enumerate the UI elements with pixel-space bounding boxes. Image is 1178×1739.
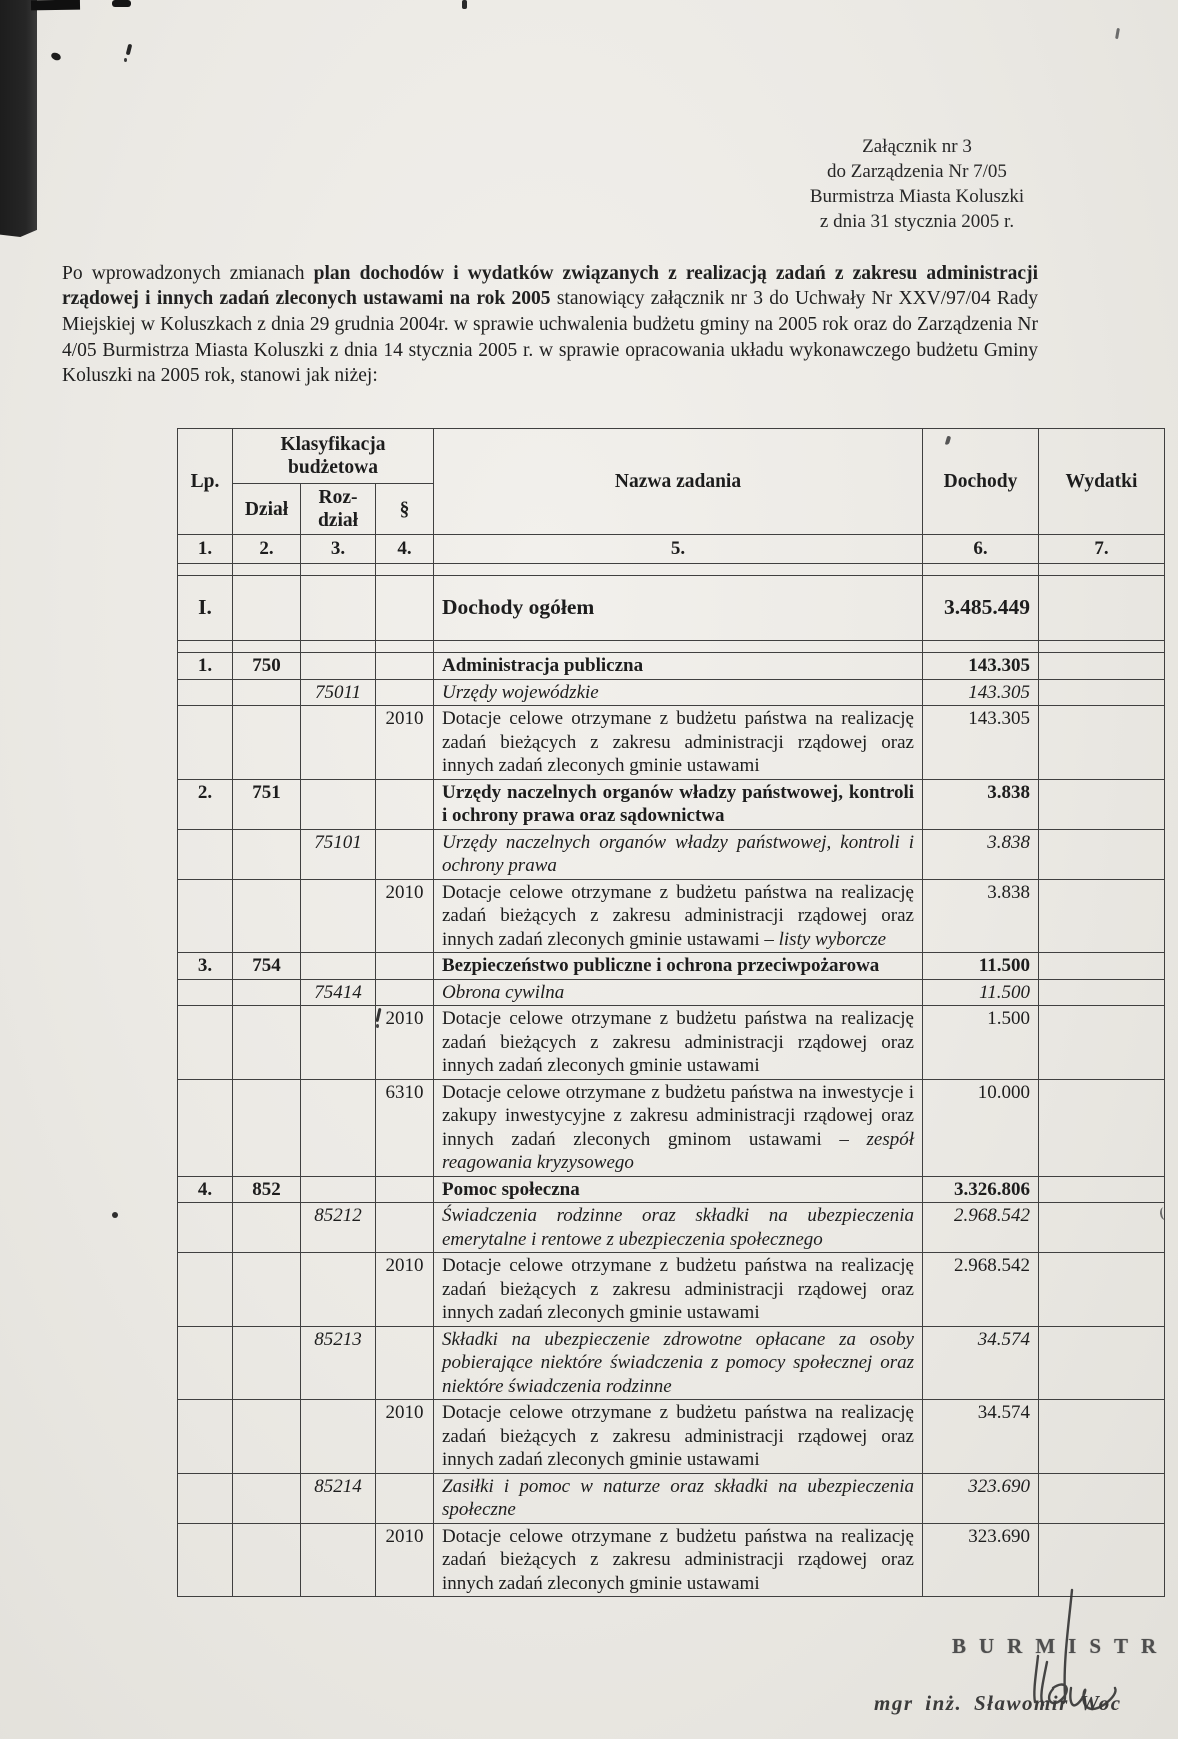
table-row [178,1079,1165,1176]
task-name: Dotacje celowe otrzymane z budżetu państwa na realizację zadań bieżących z zakresu administracji rządowej oraz innych zadań zleconych gminie ustawami [442,1008,914,1076]
cell-wydatki [1039,1006,1165,1080]
cell-dochody: 3.838 [923,779,1039,829]
cell-nazwa-zadania [434,829,923,879]
header-dzial: Dział [233,484,301,535]
cell-wydatki [1039,1253,1165,1327]
spacer-cell [376,641,434,653]
task-name: Bezpieczeństwo publiczne i ochrona przeciwpożarowa [442,955,880,976]
cell-wydatki [1039,953,1165,980]
cell-dzial [233,879,301,953]
cell-dochody: 143.305 [923,653,1039,680]
cell-paragraf [376,953,434,980]
ink-speck [50,51,62,61]
task-name: Dotacje celowe otrzymane z budżetu państwa na realizację zadań bieżących z zakresu administracji rządowej oraz innych zadań zleconych gminie ustawami [442,1525,914,1594]
cell-lp [178,1523,233,1597]
cell-dzial [233,1326,301,1400]
cell-paragraf [376,829,434,879]
cell-nazwa-zadania [434,653,923,680]
cell-dzial [233,1253,301,1327]
cell-rozdzial: 75101 [301,829,376,879]
cell-rozdzial [301,576,376,641]
cell-nazwa-zadania [434,1326,923,1400]
cell-dochody: 3.326.806 [923,1176,1039,1203]
cell-nazwa-zadania [434,1079,923,1176]
cell-dochody: 323.690 [923,1523,1039,1597]
budget-table-body [178,564,1165,1597]
column-number: 6. [923,535,1039,564]
column-number: 1. [178,535,233,564]
cell-nazwa-zadania [434,979,923,1006]
cell-rozdzial [301,1006,376,1080]
cell-nazwa-zadania [434,1176,923,1203]
cell-paragraf: 2010 [376,1523,434,1597]
column-number-row [178,535,1165,564]
column-number: 5. [434,535,923,564]
task-name-annotation: – listy wyborcze [759,928,887,950]
cell-dochody: 10.000 [923,1079,1039,1176]
table-row [178,1523,1165,1597]
cell-dochody: 1.500 [923,1006,1039,1080]
task-name: Dotacje celowe otrzymane z budżetu państwa na realizację zadań bieżących z zakresu administracji rządowej oraz innych zadań zleconych gminie ustawami [442,881,914,950]
task-name: Urzędy wojewódzkie [442,681,599,703]
cell-lp: 4. [178,1176,233,1203]
table-row [178,679,1165,706]
cell-nazwa-zadania [434,706,923,780]
cell-wydatki [1039,879,1165,953]
cell-wydatki [1039,1079,1165,1176]
table-row [178,1326,1165,1400]
cell-nazwa-zadania [434,576,923,641]
cell-rozdzial [301,706,376,780]
cell-wydatki [1039,1176,1165,1203]
task-name: Dotacje celowe otrzymane z budżetu państwa na realizację zadań bieżących z zakresu administracji rządowej oraz innych zadań zleconych gminie ustawami [442,708,914,776]
table-header-row [178,429,1165,484]
table-row [178,1203,1165,1253]
task-name: Świadczenia rodzinne oraz składki na ubezpieczenia emerytalne i rentowe z ubezpieczenia społecznego [442,1205,914,1250]
cell-wydatki [1039,576,1165,641]
attachment-line: z dnia 31 stycznia 2005 r. [819,211,1015,232]
cell-dochody: 2.968.542 [923,1203,1039,1253]
cell-dzial [233,979,301,1006]
ink-speck [124,58,127,62]
cell-paragraf [376,779,434,829]
cell-lp [178,1253,233,1327]
cell-rozdzial [301,653,376,680]
cell-dzial: 750 [233,653,301,680]
task-name: Zasiłki i pomoc w naturze oraz składki na ubezpieczenia społeczne [442,1475,914,1520]
task-name: Dotacje celowe otrzymane z budżetu państwa na realizację zadań bieżących z zakresu administracji rządowej oraz innych zadań zleconych gminie ustawami [442,1255,914,1323]
cell-rozdzial [301,879,376,953]
header-lp: Lp. [178,429,233,535]
cell-lp [178,706,233,780]
burmistrz-stamp: BURMISTR [952,1634,1170,1658]
cell-paragraf: 2010 [376,1400,434,1474]
cell-paragraf [376,1176,434,1203]
cell-dochody: 11.500 [923,979,1039,1006]
cell-nazwa-zadania [434,779,923,829]
spacer-cell [923,564,1039,576]
cell-lp [178,979,233,1006]
cell-paragraf: 6310 [376,1079,434,1176]
ink-speck [112,1212,118,1218]
table-row [178,1006,1165,1080]
cell-lp [178,1400,233,1474]
column-number: 7. [1039,535,1165,564]
task-name-annotation: – zespół reagowania kryzysowego [442,1128,914,1173]
task-name: Dotacje celowe otrzymane z budżetu państwa na realizację zadań bieżących z zakresu administracji rządowej oraz innych zadań zleconych gminie ustawami [442,1402,914,1470]
cell-wydatki [1039,706,1165,780]
cell-paragraf [376,1203,434,1253]
spacer-cell [178,641,233,653]
table-row [178,1176,1165,1203]
cell-rozdzial [301,953,376,980]
task-name: Obrona cywilna [442,981,565,1003]
cell-paragraf [376,679,434,706]
task-name: Składki na ubezpieczenie zdrowotne opłacane za osoby pobierające niektóre świadczenia z pomocy społecznej oraz niektóre świadczenia rodzinne [442,1328,914,1397]
table-row [178,829,1165,879]
cell-dzial: 852 [233,1176,301,1203]
table-row [178,879,1165,953]
header-rozdzial: Roz-dział [301,484,376,535]
cell-rozdzial: 75414 [301,979,376,1006]
table-row [178,1253,1165,1327]
cell-paragraf [376,653,434,680]
spacer-row [178,564,1165,576]
cell-wydatki [1039,829,1165,879]
cell-dzial [233,1523,301,1597]
intro-prefix: Po wprowadzonych zmianach [62,262,314,284]
cell-dochody: 3.838 [923,829,1039,879]
cell-dzial [233,1079,301,1176]
cell-rozdzial [301,1253,376,1327]
cell-paragraf: 2010 [376,879,434,953]
table-row [178,1473,1165,1523]
header-dochody: Dochody [923,429,1039,535]
cell-dzial [233,1400,301,1474]
spacer-row [178,641,1165,653]
table-row [178,706,1165,780]
cell-paragraf: 2010 [376,1253,434,1327]
cell-wydatki [1039,1400,1165,1474]
cell-wydatki [1039,779,1165,829]
cell-dzial [233,1006,301,1080]
cell-nazwa-zadania [434,1473,923,1523]
spacer-cell [434,641,923,653]
cell-paragraf: 2010 [376,706,434,780]
cell-paragraf [376,1326,434,1400]
table-row [178,576,1165,641]
scan-speck [112,0,131,7]
cell-paragraf [376,576,434,641]
ink-speck [1115,28,1120,39]
cell-nazwa-zadania [434,1523,923,1597]
cell-dzial [233,1203,301,1253]
spacer-cell [301,564,376,576]
cell-wydatki [1039,1326,1165,1400]
cell-lp: I. [178,576,233,641]
ink-speck [126,44,133,56]
spacer-cell [178,564,233,576]
column-number: 2. [233,535,301,564]
budget-table [177,428,1165,1597]
cell-dzial: 754 [233,953,301,980]
spacer-cell [233,564,301,576]
header-klasyfikacja: Klasyfikacja budżetowa [233,429,434,484]
cell-nazwa-zadania [434,1400,923,1474]
cell-lp [178,1006,233,1080]
cell-rozdzial: 85212 [301,1203,376,1253]
cell-dochody: 3.838 [923,879,1039,953]
cell-dochody: 323.690 [923,1473,1039,1523]
cell-dzial: 751 [233,779,301,829]
cell-paragraf [376,1473,434,1523]
cell-rozdzial [301,1400,376,1474]
header-nazwa-zadania: Nazwa zadania [434,429,923,535]
spacer-cell [1039,641,1165,653]
scan-edge-strip [0,0,37,237]
cell-nazwa-zadania [434,1253,923,1327]
intro-paragraph [62,261,1038,390]
cell-dzial [233,679,301,706]
cell-wydatki [1039,679,1165,706]
intro-suffix: stanowiący załącznik nr 3 do Uchwały Nr XXV/97/04 Rady Miejskiej w Koluszkach z dnia 29 grudnia 2004r. w sprawie uchwalenia budżetu gminy na 2005 rok oraz do Zarządzenia Nr 4/05 Burmistrza Miasta Koluszki z dnia 14 stycznia 2005 r. w sprawie opracowania układu wykonawczego budżetu Gminy Koluszki na 2005 rok, stanowi jak niżej: [62,288,1038,387]
cell-lp [178,679,233,706]
table-row [178,953,1165,980]
cell-rozdzial [301,1176,376,1203]
cell-lp [178,829,233,879]
attachment-line: Załącznik nr 3 [862,136,972,157]
task-name: Urzędy naczelnych organów władzy państwowej, kontroli i ochrony prawa [442,831,914,876]
cell-rozdzial [301,1079,376,1176]
cell-nazwa-zadania [434,1203,923,1253]
cell-lp [178,879,233,953]
cell-lp: 3. [178,953,233,980]
cell-dochody: 143.305 [923,679,1039,706]
signature-name: mgr inż. Sławomir Woc [874,1691,1122,1715]
cell-wydatki [1039,979,1165,1006]
cell-paragraf: 2010 [376,1006,434,1080]
intro-bold-span: plan dochodów i wydatków związanych z realizacją zadań z zakresu administracji rządowej i innych zadań zleconych ustawami na rok 2005 [62,262,1038,310]
cell-rozdzial: 85214 [301,1473,376,1523]
attachment-header [756,134,1078,234]
table-row [178,979,1165,1006]
header-wydatki: Wydatki [1039,429,1165,535]
cell-dzial [233,576,301,641]
spacer-cell [1039,564,1165,576]
cell-dochody: 3.485.449 [923,576,1039,641]
cell-rozdzial: 85213 [301,1326,376,1400]
cell-wydatki [1039,653,1165,680]
column-number: 4. [376,535,434,564]
table-row [178,1400,1165,1474]
spacer-cell [301,641,376,653]
attachment-line: do Zarządzenia Nr 7/05 [827,161,1007,182]
cell-wydatki [1039,1523,1165,1597]
table-row [178,779,1165,829]
cell-rozdzial [301,1523,376,1597]
cell-lp [178,1203,233,1253]
cell-rozdzial: 75011 [301,679,376,706]
cell-nazwa-zadania [434,679,923,706]
cell-nazwa-zadania [434,1006,923,1080]
cell-paragraf [376,979,434,1006]
table-row [178,653,1165,680]
header-paragraf: § [376,484,434,535]
cell-dochody: 143.305 [923,706,1039,780]
cell-dzial [233,829,301,879]
task-name: Dotacje celowe otrzymane z budżetu państwa na inwestycje i zakupy inwestycyjne z zakresu administracji rządowej oraz innych zadań zleconych gminom ustawami [442,1081,914,1150]
cell-dzial [233,706,301,780]
column-number: 3. [301,535,376,564]
spacer-cell [233,641,301,653]
task-name: Urzędy naczelnych organów władzy państwowej, kontroli i ochrony prawa oraz sądownictwa [442,781,914,826]
cell-lp [178,1326,233,1400]
cell-lp: 1. [178,653,233,680]
cell-lp [178,1079,233,1176]
spacer-cell [376,564,434,576]
cell-nazwa-zadania [434,879,923,953]
cell-rozdzial [301,779,376,829]
cell-wydatki [1039,1203,1165,1253]
attachment-line: Burmistrza Miasta Koluszki [809,186,1025,207]
scan-speck [462,0,467,9]
spacer-cell [923,641,1039,653]
cell-nazwa-zadania [434,953,923,980]
task-name: Dochody ogółem [442,595,595,620]
cell-dochody: 34.574 [923,1400,1039,1474]
cell-lp: 2. [178,779,233,829]
cell-dochody: 2.968.542 [923,1253,1039,1327]
task-name: Administracja publiczna [442,655,644,676]
scan-top-bar [31,0,80,10]
cell-dochody: 11.500 [923,953,1039,980]
cell-dochody: 34.574 [923,1326,1039,1400]
spacer-cell [434,564,923,576]
cell-wydatki [1039,1473,1165,1523]
cell-dzial [233,1473,301,1523]
task-name: Pomoc społeczna [442,1178,580,1200]
cell-lp [178,1473,233,1523]
